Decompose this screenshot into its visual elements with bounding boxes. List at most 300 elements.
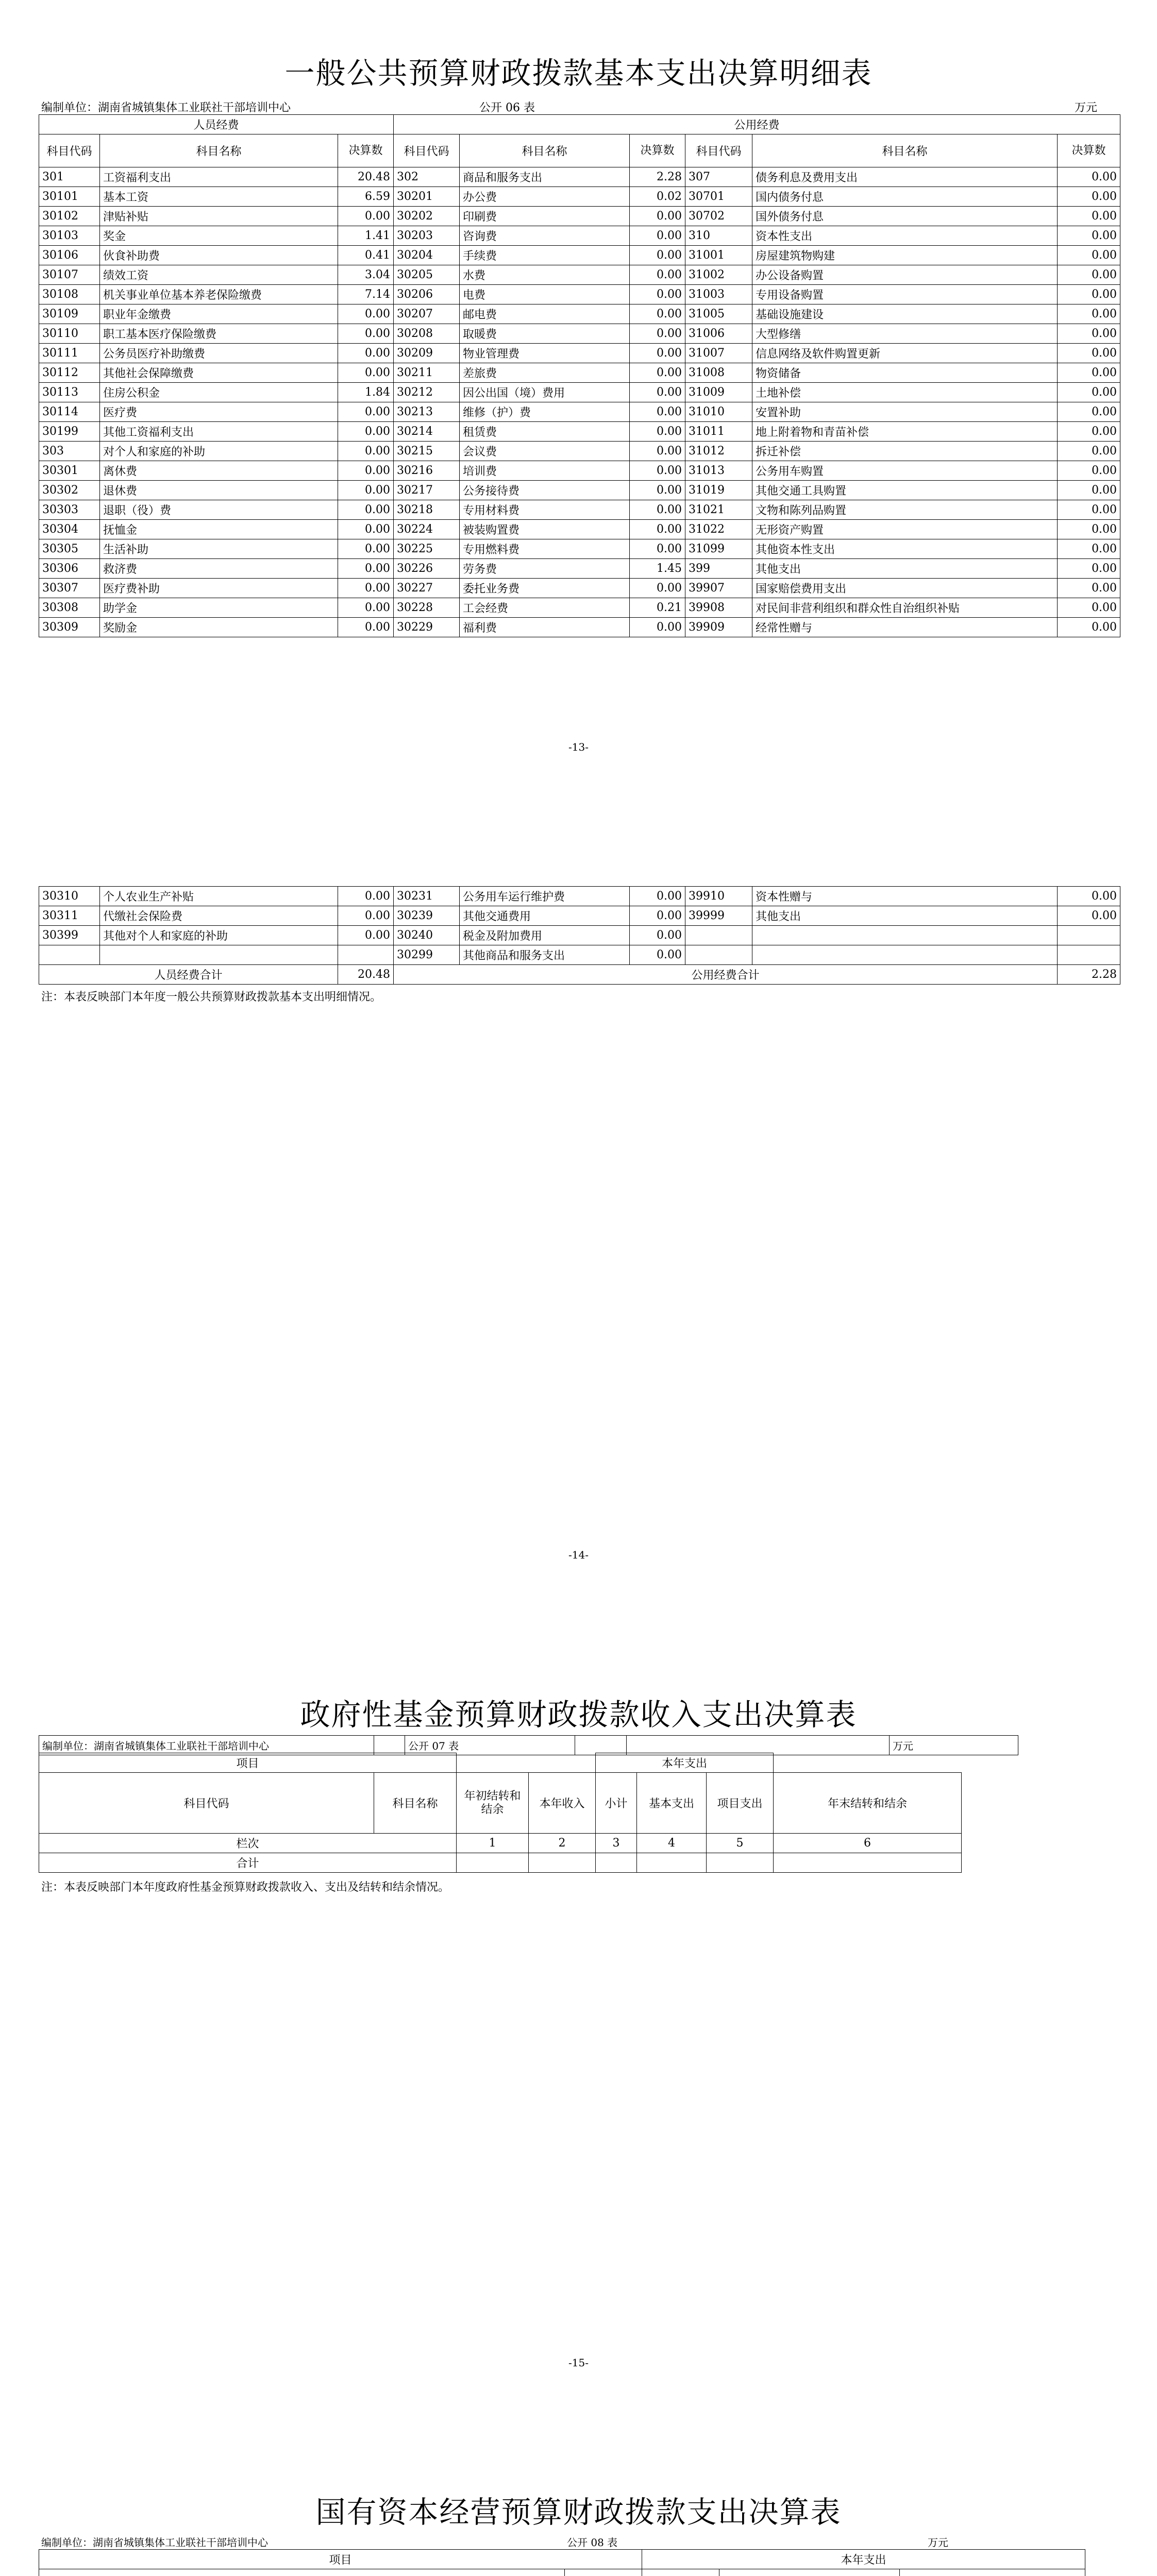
- cell-name: 工会经费: [460, 598, 630, 618]
- table-row: [39, 442, 1120, 461]
- column-index-label: 栏次: [39, 1834, 457, 1853]
- page-14: [0, 818, 1157, 1636]
- table-number: 公开 08 表: [567, 2536, 618, 2549]
- cell-code: 30303: [39, 500, 100, 520]
- header-code: [39, 2569, 565, 2576]
- personnel-total-label: 人员经费合计: [39, 965, 338, 985]
- cell-code: [685, 926, 752, 945]
- cell-name: 取暖费: [460, 324, 630, 344]
- cell-amount: 0.00: [630, 926, 685, 945]
- cell-code: 30304: [39, 520, 100, 539]
- column-index: 5: [707, 1834, 774, 1853]
- cell-amount: 0.00: [630, 579, 685, 598]
- cell-name: 安置补助: [752, 402, 1058, 422]
- cell-name: 奖励金: [100, 618, 338, 637]
- cell-code: 30110: [39, 324, 100, 344]
- cell-code: 39999: [685, 906, 752, 926]
- table-row: [39, 500, 1120, 520]
- cell-amount: 0.00: [338, 461, 394, 481]
- cell-code: 30299: [394, 945, 460, 965]
- cell-name: 国家赔偿费用支出: [752, 579, 1058, 598]
- table-row: [39, 461, 1120, 481]
- cell-amount: 0.00: [630, 344, 685, 363]
- cell-code: 30111: [39, 344, 100, 363]
- header-name: 科目名称: [460, 134, 630, 167]
- cell-name: 退职（役）费: [100, 500, 338, 520]
- cell-amount: 0.00: [338, 363, 394, 383]
- header-amount: 决算数: [630, 134, 685, 167]
- cell-code: 39907: [685, 579, 752, 598]
- cell-name: 印刷费: [460, 207, 630, 226]
- cell-code: 31007: [685, 344, 752, 363]
- cell-amount: 6.59: [338, 187, 394, 207]
- cell-name: 无形资产购置: [752, 520, 1058, 539]
- table-row: [39, 422, 1120, 442]
- table-row: [39, 324, 1120, 344]
- cell-name: 国外债务付息: [752, 207, 1058, 226]
- cell-code: 30310: [39, 887, 100, 906]
- cell-amount: 0.00: [630, 265, 685, 285]
- cell-name: 其他交通费用: [460, 906, 630, 926]
- table-row: [39, 539, 1120, 559]
- cell-code: 39908: [685, 598, 752, 618]
- cell-code: 30113: [39, 383, 100, 402]
- cell-name: 生活补助: [100, 539, 338, 559]
- cell-code: 30112: [39, 363, 100, 383]
- cell-amount: 0.41: [338, 246, 394, 265]
- cell-amount: 0.00: [630, 422, 685, 442]
- cell-amount: 0.00: [338, 324, 394, 344]
- cell-name: 职工基本医疗保险缴费: [100, 324, 338, 344]
- cell-name: 办公费: [460, 187, 630, 207]
- cell-amount: [1058, 945, 1120, 965]
- cell-name: 公务用车购置: [752, 461, 1058, 481]
- cell-name: 绩效工资: [100, 265, 338, 285]
- cell-code: 31019: [685, 481, 752, 500]
- header-name: 科目名称: [752, 134, 1058, 167]
- cell-amount: 0.00: [630, 481, 685, 500]
- cell-name: 伙食补助费: [100, 246, 338, 265]
- group-personnel: 人员经费: [39, 115, 394, 134]
- header-amount: 决算数: [338, 134, 394, 167]
- table-row: [39, 246, 1120, 265]
- cell-name: 专用设备购置: [752, 285, 1058, 304]
- cell-code: 30224: [394, 520, 460, 539]
- cell-name: 基础设施建设: [752, 304, 1058, 324]
- compiling-unit: 编制单位：湖南省城镇集体工业联社干部培训中心: [39, 1736, 374, 1755]
- cell-code: 307: [685, 167, 752, 187]
- cell-amount: 0.00: [338, 481, 394, 500]
- public-total-value: 2.28: [1058, 965, 1120, 985]
- cell-name: 办公设备购置: [752, 265, 1058, 285]
- cell-amount: 2.28: [630, 167, 685, 187]
- page-number: -14-: [568, 1549, 589, 1561]
- table-row: [39, 926, 1120, 945]
- cell-code: 30199: [39, 422, 100, 442]
- cell-name: 福利费: [460, 618, 630, 637]
- basic-expenditure-table-cont: [39, 886, 1120, 985]
- header-project: 项目支出: [707, 1773, 774, 1834]
- cell-name: 地上附着物和青苗补偿: [752, 422, 1058, 442]
- header-item: 项目: [39, 2550, 642, 2569]
- header-code: 科目代码: [394, 134, 460, 167]
- table-row: [39, 618, 1120, 637]
- cell-amount: 0.00: [338, 402, 394, 422]
- cell-name: 信息网络及软件购置更新: [752, 344, 1058, 363]
- cell-amount: 0.00: [338, 579, 394, 598]
- cell-name: 公务接待费: [460, 481, 630, 500]
- table-row: [39, 945, 1120, 965]
- cell-amount: 0.00: [630, 226, 685, 246]
- cell-name: 职业年金缴费: [100, 304, 338, 324]
- currency-unit: 万元: [928, 2536, 948, 2549]
- cell-amount: 0.00: [1058, 520, 1120, 539]
- cell-amount: 0.00: [630, 402, 685, 422]
- cell-code: 30107: [39, 265, 100, 285]
- header-year-expenditure: 本年支出: [642, 2550, 1085, 2569]
- cell-name: 土地补偿: [752, 383, 1058, 402]
- header-amount: 决算数: [1058, 134, 1120, 167]
- cell-amount: 0.02: [630, 187, 685, 207]
- page-15: [0, 1636, 1157, 2454]
- cell-name: 被装购置费: [460, 520, 630, 539]
- table-row: [39, 402, 1120, 422]
- cell-amount: 0.00: [338, 422, 394, 442]
- cell-name: 专用燃料费: [460, 539, 630, 559]
- cell-name: 其他社会保障缴费: [100, 363, 338, 383]
- cell-code: 30209: [394, 344, 460, 363]
- cell-code: 301: [39, 167, 100, 187]
- public-total-label: 公用经费合计: [394, 965, 1058, 985]
- cell-name: 其他资本性支出: [752, 539, 1058, 559]
- cell-amount: 7.14: [338, 285, 394, 304]
- cell-amount: 0.00: [1058, 344, 1120, 363]
- cell-amount: 0.00: [630, 618, 685, 637]
- cell-amount: 0.00: [630, 520, 685, 539]
- cell-name: 代缴社会保险费: [100, 906, 338, 926]
- cell-code: 30217: [394, 481, 460, 500]
- cell-amount: 0.00: [338, 559, 394, 579]
- cell-name: 对个人和家庭的补助: [100, 442, 338, 461]
- cell-code: 31003: [685, 285, 752, 304]
- cell-name: 债务利息及费用支出: [752, 167, 1058, 187]
- cell-amount: 0.00: [630, 383, 685, 402]
- cell-name: 邮电费: [460, 304, 630, 324]
- cell-name: 资本性赠与: [752, 887, 1058, 906]
- cell-code: 30302: [39, 481, 100, 500]
- cell-code: 31012: [685, 442, 752, 461]
- cell-code: 30226: [394, 559, 460, 579]
- cell-name: 房屋建筑物购建: [752, 246, 1058, 265]
- cell-code: 31002: [685, 265, 752, 285]
- cell-amount: 0.00: [1058, 285, 1120, 304]
- cell-name: 物业管理费: [460, 344, 630, 363]
- cell-code: 31013: [685, 461, 752, 481]
- table-row: [39, 187, 1120, 207]
- cell-name: 物资储备: [752, 363, 1058, 383]
- page-title: 一般公共预算财政拨款基本支出决算明细表: [284, 56, 873, 91]
- cell-code: 30213: [394, 402, 460, 422]
- cell-code: 31001: [685, 246, 752, 265]
- cell-amount: 0.00: [1058, 618, 1120, 637]
- table-row: [39, 344, 1120, 363]
- cell-name: 租赁费: [460, 422, 630, 442]
- cell-amount: 0.00: [630, 906, 685, 926]
- cell-name: 维修（护）费: [460, 402, 630, 422]
- cell-amount: 3.04: [338, 265, 394, 285]
- column-index: 3: [596, 1834, 637, 1853]
- table-row: [39, 167, 1120, 187]
- cell-code: 30301: [39, 461, 100, 481]
- cell-code: 399: [685, 559, 752, 579]
- table-row: [39, 383, 1120, 402]
- cell-name: 差旅费: [460, 363, 630, 383]
- cell-code: 302: [394, 167, 460, 187]
- table-row: [39, 579, 1120, 598]
- column-index: 1: [457, 1834, 529, 1853]
- cell-code: 30239: [394, 906, 460, 926]
- cell-amount: 0.00: [338, 926, 394, 945]
- cell-amount: 0.00: [338, 304, 394, 324]
- cell-name: 其他交通工具购置: [752, 481, 1058, 500]
- cell-code: 30114: [39, 402, 100, 422]
- total-label: 合计: [39, 1853, 457, 1873]
- cell-code: 30240: [394, 926, 460, 945]
- header-basic: 基本支出: [637, 1773, 707, 1834]
- cell-amount: 0.00: [1058, 402, 1120, 422]
- cell-name: 大型修缮: [752, 324, 1058, 344]
- cell-name: 因公出国（境）费用: [460, 383, 630, 402]
- page-title: 政府性基金预算财政拨款收入支出决算表: [300, 1697, 857, 1732]
- basic-expenditure-table: [39, 114, 1120, 637]
- cell-name: 咨询费: [460, 226, 630, 246]
- cell-amount: 0.00: [338, 207, 394, 226]
- cell-amount: [338, 945, 394, 965]
- page-13: [0, 0, 1157, 818]
- cell-amount: 0.00: [1058, 539, 1120, 559]
- column-index: 6: [774, 1834, 962, 1853]
- cell-name: 经常性赠与: [752, 618, 1058, 637]
- cell-name: 离休费: [100, 461, 338, 481]
- cell-code: 30212: [394, 383, 460, 402]
- government-fund-table: [39, 1753, 962, 1873]
- header-begin-balance: 年初结转和结余: [457, 1773, 529, 1834]
- cell-name: 培训费: [460, 461, 630, 481]
- column-index: 4: [637, 1834, 707, 1853]
- header-income: 本年收入: [529, 1773, 596, 1834]
- cell-name: 商品和服务支出: [460, 167, 630, 187]
- header-name: [565, 2569, 642, 2576]
- cell-name: 个人农业生产补贴: [100, 887, 338, 906]
- cell-code: 30305: [39, 539, 100, 559]
- cell-amount: 0.00: [1058, 500, 1120, 520]
- cell-code: 30399: [39, 926, 100, 945]
- cell-code: 30106: [39, 246, 100, 265]
- cell-name: 对民间非营利组织和群众性自治组织补贴: [752, 598, 1058, 618]
- cell-name: 奖金: [100, 226, 338, 246]
- table-row: [39, 226, 1120, 246]
- cell-amount: 0.00: [1058, 887, 1120, 906]
- header-name: 科目名称: [374, 1773, 457, 1834]
- cell-code: 30207: [394, 304, 460, 324]
- table-note: 注：本表反映部门本年度一般公共预算财政拨款基本支出明细情况。: [41, 991, 382, 1004]
- cell-amount: 0.00: [338, 539, 394, 559]
- cell-name: 机关事业单位基本养老保险缴费: [100, 285, 338, 304]
- compiling-unit: 编制单位：湖南省城镇集体工业联社干部培训中心: [41, 101, 291, 114]
- cell-name: 退休费: [100, 481, 338, 500]
- cell-name: 拆迁补偿: [752, 442, 1058, 461]
- header-item: 项目: [39, 1753, 457, 1773]
- cell-name: 手续费: [460, 246, 630, 265]
- cell-amount: 0.00: [338, 344, 394, 363]
- cell-amount: 0.00: [630, 500, 685, 520]
- cell-amount: [1058, 926, 1120, 945]
- cell-name: 其他工资福利支出: [100, 422, 338, 442]
- cell-amount: 1.84: [338, 383, 394, 402]
- cell-amount: 1.41: [338, 226, 394, 246]
- cell-amount: 1.45: [630, 559, 685, 579]
- cell-name: 其他对个人和家庭的补助: [100, 926, 338, 945]
- cell-amount: 0.00: [630, 945, 685, 965]
- table-row: [39, 520, 1120, 539]
- cell-name: 税金及附加费用: [460, 926, 630, 945]
- cell-code: 30308: [39, 598, 100, 618]
- cell-name: 其他支出: [752, 906, 1058, 926]
- cell-name: 津贴补贴: [100, 207, 338, 226]
- cell-name: 劳务费: [460, 559, 630, 579]
- cell-name: 工资福利支出: [100, 167, 338, 187]
- cell-code: 30202: [394, 207, 460, 226]
- cell-code: 303: [39, 442, 100, 461]
- cell-amount: 0.00: [1058, 304, 1120, 324]
- cell-amount: 0.00: [1058, 579, 1120, 598]
- table-number: 公开 07 表: [405, 1736, 575, 1755]
- table-row: [39, 304, 1120, 324]
- cell-amount: 0.00: [1058, 167, 1120, 187]
- cell-name: 其他商品和服务支出: [460, 945, 630, 965]
- cell-amount: 0.00: [1058, 906, 1120, 926]
- cell-code: 30215: [394, 442, 460, 461]
- cell-code: 30216: [394, 461, 460, 481]
- cell-amount: 0.00: [1058, 207, 1120, 226]
- table-row: [39, 363, 1120, 383]
- cell-name: 助学金: [100, 598, 338, 618]
- currency-unit: 万元: [1075, 101, 1098, 114]
- state-capital-table: [39, 2549, 1085, 2576]
- cell-code: 31099: [685, 539, 752, 559]
- cell-name: 基本工资: [100, 187, 338, 207]
- cell-code: 30201: [394, 187, 460, 207]
- cell-amount: 0.00: [338, 520, 394, 539]
- cell-code: 30311: [39, 906, 100, 926]
- page-title: 国有资本经营预算财政拨款支出决算表: [315, 2495, 842, 2530]
- cell-amount: 0.00: [630, 461, 685, 481]
- cell-code: 30227: [394, 579, 460, 598]
- cell-amount: 0.00: [338, 442, 394, 461]
- cell-code: 310: [685, 226, 752, 246]
- cell-name: 抚恤金: [100, 520, 338, 539]
- cell-code: 30101: [39, 187, 100, 207]
- table-row: [39, 265, 1120, 285]
- cell-amount: 0.00: [1058, 559, 1120, 579]
- cell-name: 水费: [460, 265, 630, 285]
- table-number: 公开 06 表: [479, 101, 535, 114]
- cell-code: 31008: [685, 363, 752, 383]
- cell-code: 30702: [685, 207, 752, 226]
- table-row: [39, 207, 1120, 226]
- cell-code: 30206: [394, 285, 460, 304]
- column-index: 2: [529, 1834, 596, 1853]
- header-name: 科目名称: [100, 134, 338, 167]
- cell-name: 救济费: [100, 559, 338, 579]
- table-row: [39, 887, 1120, 906]
- page-number: -15-: [568, 2357, 589, 2369]
- cell-name: 其他支出: [752, 559, 1058, 579]
- header-year-expenditure: 本年支出: [596, 1753, 774, 1773]
- header-code: 科目代码: [685, 134, 752, 167]
- cell-amount: 0.21: [630, 598, 685, 618]
- cell-code: 30109: [39, 304, 100, 324]
- cell-amount: 0.00: [338, 500, 394, 520]
- header-project: [900, 2569, 1085, 2576]
- table-note: 注：本表反映部门本年度政府性基金预算财政拨款收入、支出及结转和结余情况。: [41, 1881, 450, 1894]
- cell-amount: 0.00: [1058, 461, 1120, 481]
- cell-name: 公务用车运行维护费: [460, 887, 630, 906]
- cell-amount: 0.00: [630, 887, 685, 906]
- cell-code: [685, 945, 752, 965]
- cell-code: 39909: [685, 618, 752, 637]
- cell-code: 30205: [394, 265, 460, 285]
- cell-amount: 0.00: [630, 246, 685, 265]
- cell-amount: 0.00: [630, 207, 685, 226]
- page-number: -13-: [568, 741, 589, 753]
- cell-code: 31011: [685, 422, 752, 442]
- cell-amount: 0.00: [630, 285, 685, 304]
- cell-name: 文物和陈列品购置: [752, 500, 1058, 520]
- cell-code: 30108: [39, 285, 100, 304]
- cell-code: 30225: [394, 539, 460, 559]
- cell-code: 31022: [685, 520, 752, 539]
- cell-name: 医疗费补助: [100, 579, 338, 598]
- cell-code: 30701: [685, 187, 752, 207]
- table-row: [39, 559, 1120, 579]
- cell-code: 30211: [394, 363, 460, 383]
- cell-code: [39, 945, 100, 965]
- cell-code: 30103: [39, 226, 100, 246]
- cell-code: 31006: [685, 324, 752, 344]
- header-code: 科目代码: [39, 1773, 374, 1834]
- cell-code: 30203: [394, 226, 460, 246]
- cell-name: 会议费: [460, 442, 630, 461]
- header-total: [642, 2569, 719, 2576]
- cell-amount: 0.00: [1058, 363, 1120, 383]
- cell-code: 30229: [394, 618, 460, 637]
- cell-amount: 0.00: [630, 363, 685, 383]
- page-16: [0, 2454, 1157, 2576]
- cell-amount: 0.00: [1058, 226, 1120, 246]
- cell-code: 31005: [685, 304, 752, 324]
- cell-name: 住房公积金: [100, 383, 338, 402]
- cell-amount: 0.00: [1058, 265, 1120, 285]
- cell-amount: 0.00: [1058, 422, 1120, 442]
- table-row: [39, 598, 1120, 618]
- cell-name: 资本性支出: [752, 226, 1058, 246]
- cell-code: 30208: [394, 324, 460, 344]
- currency-unit: 万元: [890, 1736, 1018, 1755]
- cell-amount: 0.00: [338, 618, 394, 637]
- cell-code: 30306: [39, 559, 100, 579]
- table-row: [39, 285, 1120, 304]
